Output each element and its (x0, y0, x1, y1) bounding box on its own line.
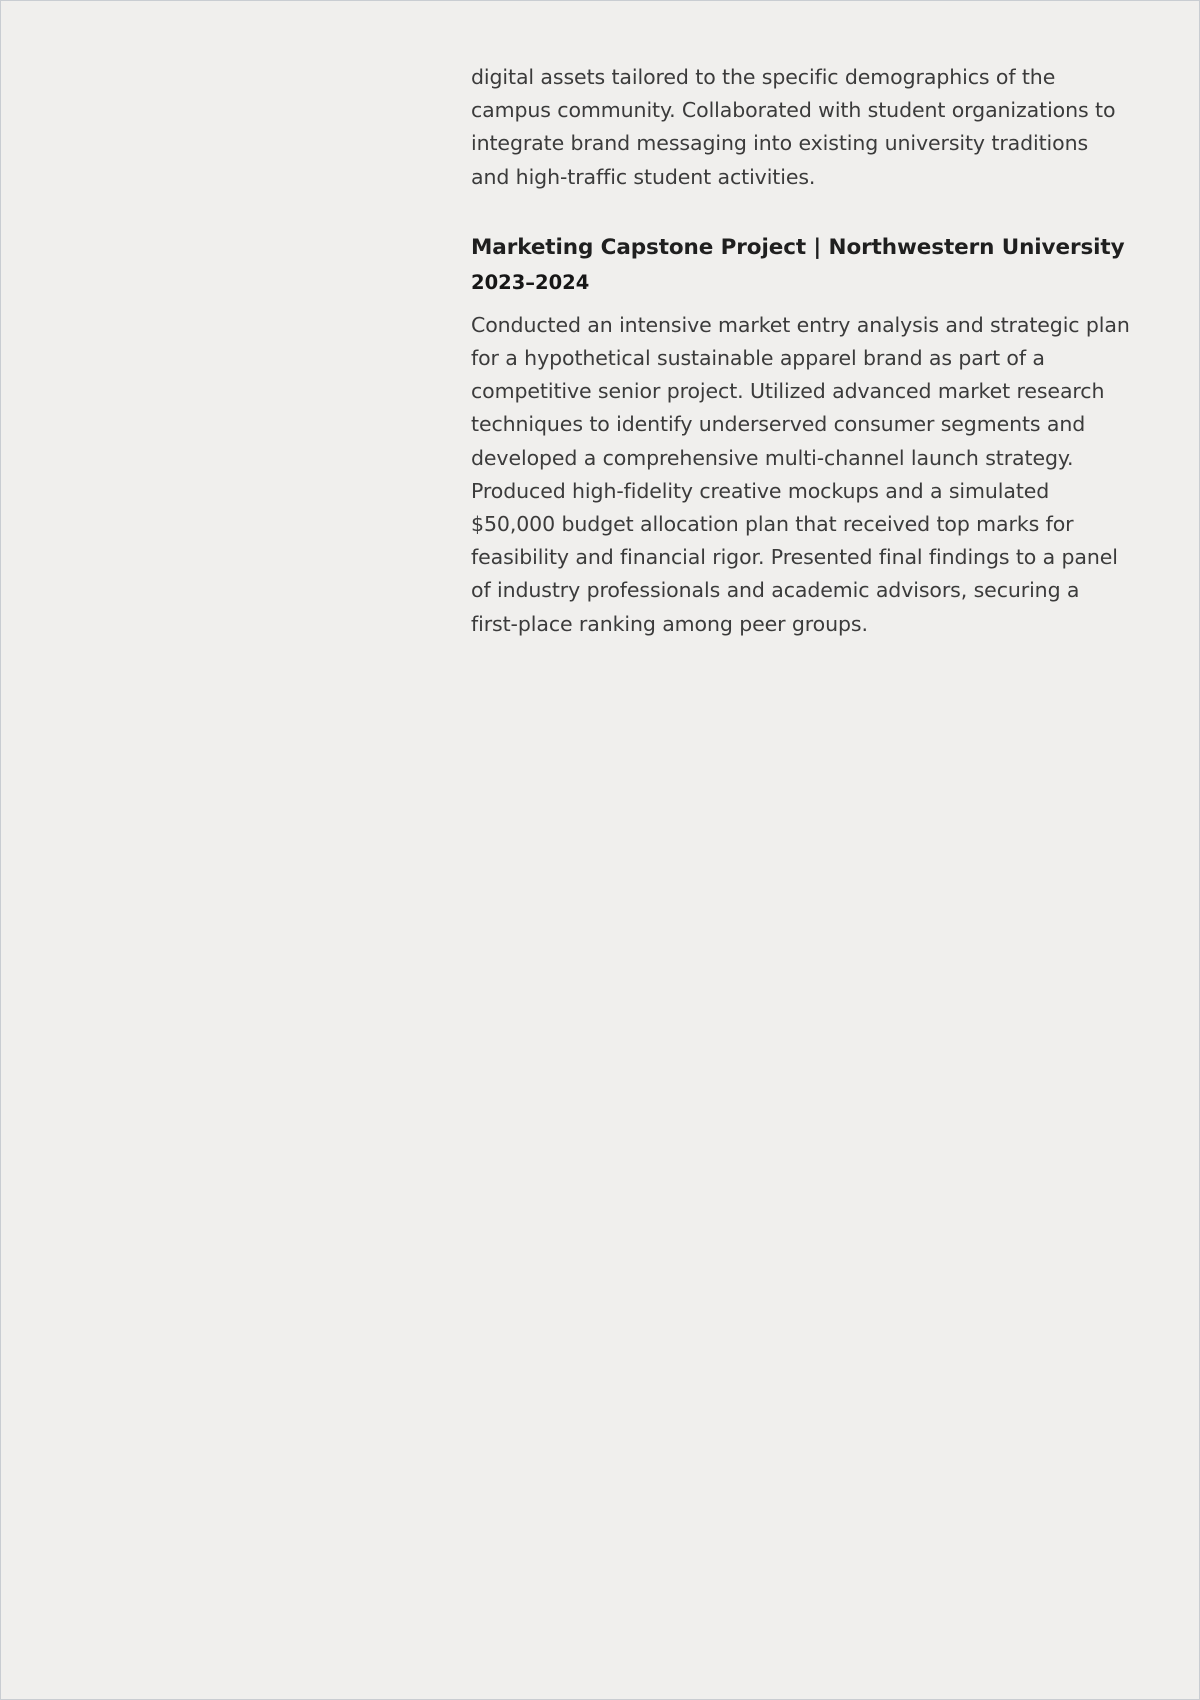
continued-paragraph: digital assets tailored to the specific demographics of the campus community. Collaborated with student organizations to integrate brand messaging into existing university traditions and high-traffic student activities. (471, 65, 1116, 189)
entry-description: Conducted an intensive market entry analysis and strategic plan for a hypothetical sustainable apparel brand as part of a competitive senior project. Utilized advanced market research techniques to identify underserved consumer segments and developed a comprehensive multi-channel launch strategy. Produced high-fidelity creative mockups and a simulated $50,000 budget allocation plan that received top marks for feasibility and financial rigor. Presented final findings to a panel of industry professionals and academic advisors, securing a first-place ranking among peer groups. (471, 312, 1130, 636)
entry-dates: 2023–2024 (471, 270, 590, 294)
document-content (471, 61, 1131, 641)
entry-title: Marketing Capstone Project | Northwestern University (471, 234, 1125, 260)
experience-entry (471, 233, 1131, 641)
